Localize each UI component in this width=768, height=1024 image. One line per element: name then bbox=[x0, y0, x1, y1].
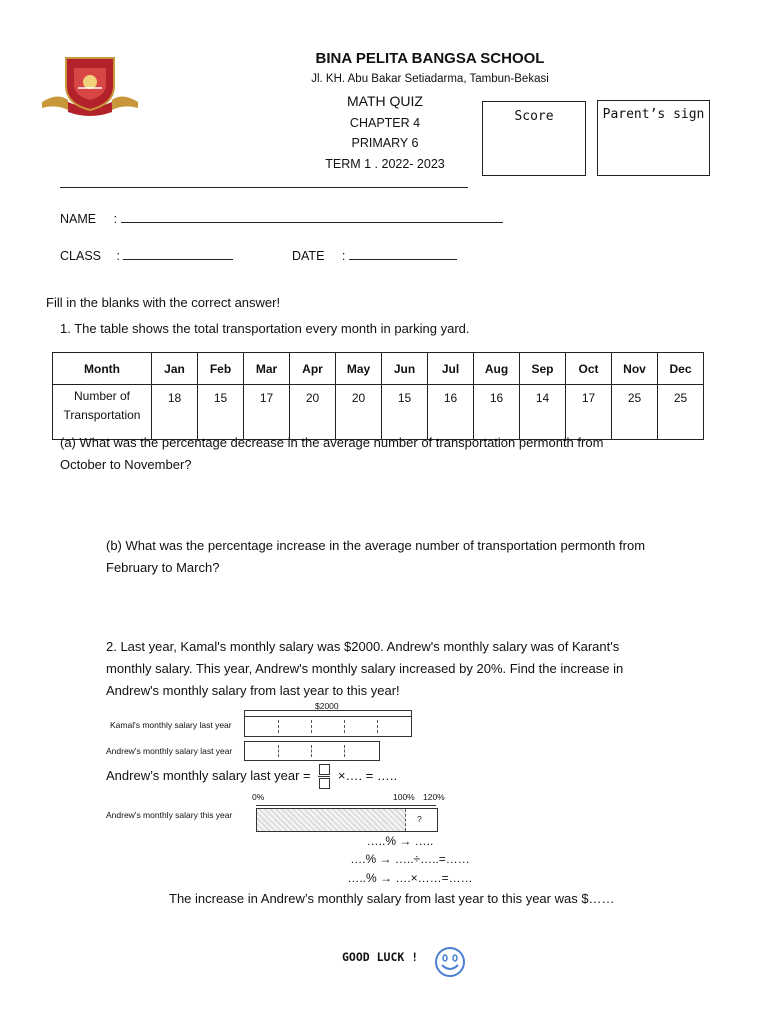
pct-axis bbox=[256, 805, 436, 806]
andrew-formula-tail: ×…. = ….. bbox=[337, 767, 398, 783]
value-cell: 15 bbox=[198, 385, 244, 440]
name-blank[interactable] bbox=[121, 222, 503, 223]
pct-120-label: 120% bbox=[423, 792, 445, 802]
andrew-this-bar-label: Andrew's monthly salary this year bbox=[106, 810, 233, 820]
q1-part-a-line1: (a) What was the percentage decrease in the average number of transportation permonth from bbox=[60, 435, 604, 450]
class-blank[interactable] bbox=[123, 259, 233, 260]
month-cell: Aug bbox=[474, 353, 520, 385]
andrew-last-bar-label: Andrew's monthly salary last year bbox=[106, 746, 233, 756]
month-cell: Jan bbox=[152, 353, 198, 385]
andrew-formula bbox=[106, 764, 397, 789]
month-cell: Mar bbox=[244, 353, 290, 385]
unknown-mark: ? bbox=[417, 814, 422, 824]
school-name: BINA PELITA BANGSA SCHOOL bbox=[315, 50, 545, 67]
month-cell: Jun bbox=[382, 353, 428, 385]
parent-sign-label: Parent’s sign bbox=[602, 107, 705, 122]
transportation-table bbox=[52, 352, 704, 440]
value-cell: 16 bbox=[474, 385, 520, 440]
school-address: Jl. KH. Abu Bakar Setiadarma, Tambun-Bekasi bbox=[311, 73, 549, 85]
month-cell: Apr bbox=[290, 353, 336, 385]
q1-part-a bbox=[60, 432, 740, 476]
value-cell: 20 bbox=[336, 385, 382, 440]
class-label: CLASS bbox=[60, 249, 101, 263]
table-row bbox=[53, 353, 704, 385]
step-2: ….% → …..÷…..=…… bbox=[350, 852, 470, 866]
date-field[interactable] bbox=[292, 249, 457, 263]
value-cell: 20 bbox=[290, 385, 336, 440]
step-1: …..% → ….. bbox=[366, 834, 434, 848]
value-cell: 16 bbox=[428, 385, 474, 440]
value-cell: 14 bbox=[520, 385, 566, 440]
transport-header-line2: Transportation bbox=[63, 408, 141, 422]
month-cell: Nov bbox=[612, 353, 658, 385]
month-header: Month bbox=[53, 353, 152, 385]
q1-part-b-line1: (b) What was the percentage increase in the average number of transportation permonth from bbox=[106, 538, 646, 553]
month-cell: May bbox=[336, 353, 382, 385]
month-cell: Sep bbox=[520, 353, 566, 385]
chapter: CHAPTER 4 bbox=[349, 116, 421, 130]
fraction-blank[interactable] bbox=[318, 764, 330, 789]
date-blank[interactable] bbox=[349, 259, 457, 260]
month-cell: Oct bbox=[566, 353, 612, 385]
transport-header-line1: Number of bbox=[73, 389, 131, 403]
q2-line2: monthly salary. This year, Andrew's monthly salary increased by 20%. Find the increase in bbox=[106, 661, 624, 676]
date-colon: : bbox=[341, 249, 346, 263]
q1-text: 1. The table shows the total transportation every month in parking yard. bbox=[60, 321, 470, 336]
bar-total-label: $2000 bbox=[315, 701, 339, 711]
andrew-last-salary-bar bbox=[244, 741, 380, 761]
name-colon: : bbox=[113, 212, 118, 226]
pct-0-label: 0% bbox=[252, 792, 265, 802]
month-cell: Feb bbox=[198, 353, 244, 385]
value-cell: 17 bbox=[244, 385, 290, 440]
score-box[interactable] bbox=[482, 101, 586, 176]
kamal-salary-bar bbox=[244, 716, 412, 737]
score-label: Score bbox=[514, 109, 554, 124]
school-logo bbox=[38, 52, 142, 122]
parent-sign-box[interactable] bbox=[597, 100, 710, 176]
month-cell: Jul bbox=[428, 353, 474, 385]
month-cell: Dec bbox=[658, 353, 704, 385]
value-cell: 18 bbox=[152, 385, 198, 440]
good-luck: GOOD LUCK ! bbox=[342, 950, 419, 964]
pct-100-label: 100% bbox=[393, 792, 415, 802]
smiley-icon bbox=[432, 946, 468, 978]
term: TERM 1 . 2022- 2023 bbox=[325, 157, 445, 171]
andrew-formula-label: Andrew’s monthly salary last year = bbox=[106, 767, 311, 783]
q1-part-b bbox=[106, 535, 746, 579]
value-cell: 25 bbox=[612, 385, 658, 440]
q1-part-a-line2: October to November? bbox=[60, 457, 192, 472]
q2-line3: Andrew's monthly salary from last year to this year! bbox=[106, 683, 400, 698]
value-cell: 15 bbox=[382, 385, 428, 440]
class-colon: : bbox=[116, 249, 120, 263]
q1-part-b-line2: February to March? bbox=[106, 560, 220, 575]
value-cell: 17 bbox=[566, 385, 612, 440]
name-field[interactable] bbox=[60, 212, 503, 226]
grade: PRIMARY 6 bbox=[351, 136, 419, 150]
date-label: DATE bbox=[292, 249, 325, 263]
kamal-bar-label: Kamal's monthly salary last year bbox=[110, 720, 232, 730]
value-cell: 25 bbox=[658, 385, 704, 440]
name-label: NAME bbox=[60, 212, 97, 226]
q2-text bbox=[106, 636, 746, 702]
andrew-this-salary-bar bbox=[256, 808, 438, 832]
q2-line1: 2. Last year, Kamal's monthly salary was $2000. Andrew's monthly salary was of Karant's bbox=[106, 639, 620, 654]
class-field[interactable] bbox=[60, 249, 233, 263]
step-3: …..% → ….×……=…… bbox=[347, 871, 473, 885]
header-divider bbox=[60, 187, 468, 188]
instructions: Fill in the blanks with the correct answer! bbox=[46, 295, 281, 310]
quiz-title: MATH QUIZ bbox=[347, 93, 423, 109]
q2-conclusion: The increase in Andrew’s monthly salary from last year to this year was $…… bbox=[169, 891, 615, 906]
